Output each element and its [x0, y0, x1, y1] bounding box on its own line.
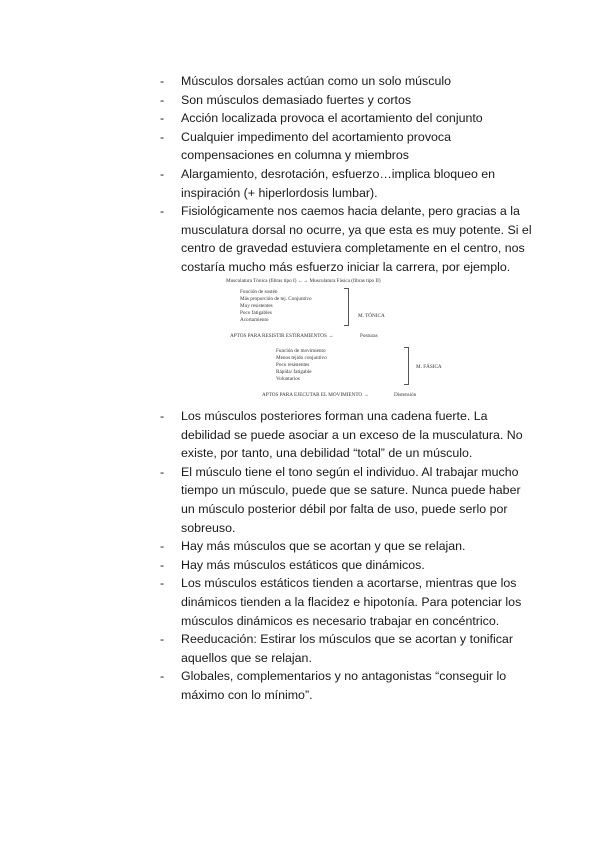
- list-item: [160, 574, 532, 630]
- dash-bullet: -: [160, 166, 165, 181]
- tonic-item: Poco fatigables: [240, 310, 272, 316]
- dash-bullet: -: [160, 539, 165, 554]
- list-item-text: Cualquier impedimento del acortamiento provoca compensaciones en columna y miembros: [181, 129, 451, 163]
- list-item-text: Reeducación: Estirar los músculos que se acortan y tonificar aquellos que se relajan.: [181, 632, 513, 665]
- list-item-text: Fisiológicamente nos caemos hacia delante, pero gracias a la musculatura dorsal no ocurre, ya que esta es muy potente. Si el centro de gravedad estuviera completamente en el centro, nos costaría mucho más esfuerzo iniciar la carrera, por ejemplo.: [181, 204, 532, 274]
- tonic-item: Muy resistentes: [240, 303, 273, 309]
- list-item: [160, 165, 532, 202]
- phasic-item: Rápida/ fatigable: [276, 369, 312, 375]
- list-item: [160, 91, 532, 110]
- phasic-outcome: Distensión: [394, 392, 417, 398]
- list-item: [160, 128, 532, 165]
- phasic-item: Función de movimiento: [276, 348, 326, 354]
- list-item-text: Acción localizada provoca el acortamiento del conjunto: [181, 111, 483, 126]
- tonic-label: M. TÓNICA: [358, 313, 385, 319]
- tonic-item: Acortamiento: [240, 317, 269, 323]
- list-item: [160, 109, 532, 128]
- dash-bullet: -: [160, 669, 165, 684]
- tonic-item: Función de sostén: [240, 289, 278, 295]
- dash-bullet: -: [160, 632, 165, 647]
- tonic-item: Más proporción de tej. Conjuntivo: [240, 296, 312, 302]
- list-item: [160, 667, 532, 704]
- list-item: [160, 556, 532, 575]
- list-item-text: Los músculos posteriores forman una cadena fuerte. La debilidad se puede asociar a un exceso de la musculatura. No existe, por tanto, una debilidad “total” de un músculo.: [181, 409, 523, 461]
- dash-bullet: -: [160, 464, 165, 479]
- phasic-brace: [404, 347, 409, 385]
- tonic-outcome: Posturas: [360, 333, 378, 339]
- list-item-text: Hay más músculos que se acortan y que se relajan.: [181, 539, 466, 554]
- bullet-list-top: [160, 72, 532, 277]
- phasic-label: M. FÁSICA: [416, 364, 442, 370]
- dash-bullet: -: [160, 92, 165, 107]
- list-item: [160, 202, 532, 276]
- list-item-text: Son músculos demasiado fuertes y cortos: [181, 92, 412, 107]
- list-item-text: Globales, complementarios y no antagonistas “conseguir lo máximo con lo mínimo”.: [181, 669, 507, 702]
- list-item-text: Los músculos estáticos tienden a acortarse, mientras que los dinámicos tienden a la flacidez e hipotonía. Para potenciar los músculos dinámicos es necesario trabajar en concéntrico.: [181, 576, 522, 628]
- phasic-item: Voluntarios: [276, 376, 300, 382]
- list-item-text: Hay más músculos estáticos que dinámicos.: [181, 557, 425, 572]
- figure-header: Musculatura Tónica (fibras tipo I) ←→ Musculatura Fásica (fibras tipo II): [226, 278, 381, 284]
- bullet-list-bottom: [160, 407, 532, 705]
- dash-bullet: -: [160, 111, 165, 126]
- dash-bullet: -: [160, 409, 165, 423]
- list-item: [160, 537, 532, 556]
- list-item-text: El músculo tiene el tono según el individuo. Al trabajar mucho tiempo un músculo, puede que se sature. Nunca puede haber un músculo posterior débil por falta de uso, puede serlo por sobreuso.: [181, 464, 521, 535]
- dash-bullet: -: [160, 576, 165, 591]
- list-item-text: Alargamiento, desrotación, esfuerzo…implica bloqueo en inspiración (+ hiperlordosis lumbar).: [181, 166, 496, 200]
- list-item: [160, 630, 532, 667]
- dash-bullet: -: [160, 129, 165, 144]
- list-item: [160, 463, 532, 537]
- phasic-footer: APTOS PARA EJECUTAR EL MOVIMIENTO →: [262, 392, 369, 398]
- list-item-text: Músculos dorsales actúan como un solo músculo: [181, 74, 451, 88]
- muscle-types-figure: [226, 278, 442, 402]
- phasic-item: Menos tejido conjuntivo: [276, 355, 327, 361]
- tonic-footer: APTOS PARA RESISTIR ESTIRAMIENTOS →: [230, 333, 334, 339]
- list-item: [160, 407, 532, 463]
- dash-bullet: -: [160, 74, 165, 88]
- dash-bullet: -: [160, 204, 165, 219]
- tonic-brace: [344, 288, 349, 326]
- dash-bullet: -: [160, 557, 165, 572]
- phasic-item: Poco resistentes: [276, 362, 310, 368]
- list-item: [160, 72, 532, 91]
